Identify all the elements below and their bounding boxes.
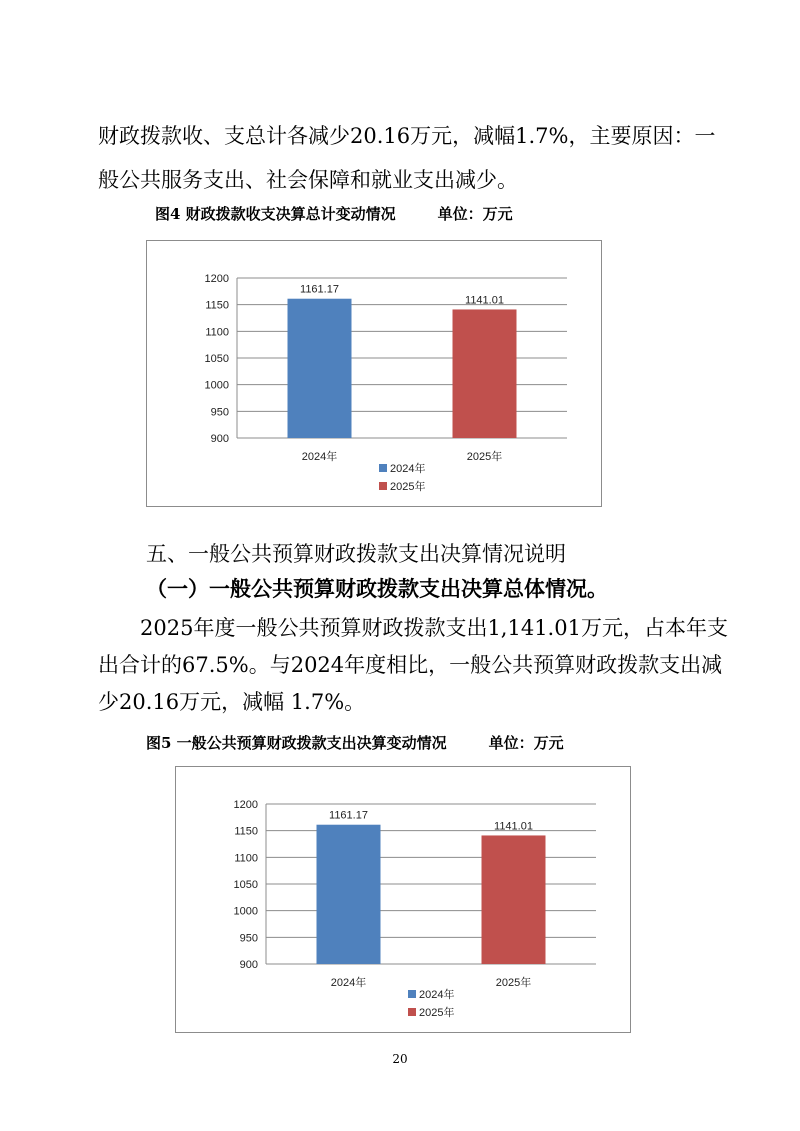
y-tick-label: 1000: [233, 905, 258, 918]
chart-figure5: [175, 766, 631, 1033]
legend-label: 2025年: [390, 481, 426, 493]
bar: [288, 299, 352, 438]
x-tick-label: 2025年: [495, 977, 532, 989]
y-tick-label: 1200: [233, 799, 258, 811]
y-tick-label: 1050: [204, 353, 229, 365]
paragraph-line: 2025年度一般公共预算财政拨款支出1,141.01万元，占本年支: [140, 616, 728, 640]
paragraph-line: 少20.16万元，减幅 1.7%。: [98, 690, 366, 714]
section5-subheading: （一）一般公共预算财政拨款支出决算总体情况。: [146, 576, 608, 601]
x-tick-label: 2025年: [466, 451, 503, 463]
legend-swatch: [408, 990, 416, 998]
data-label: 1161.17: [329, 809, 368, 822]
paragraph-expenditure-summary: [98, 610, 728, 721]
figure5-caption: [146, 732, 564, 753]
figure5-unit: 单位：万元: [488, 734, 564, 752]
chart-figure5-svg: [176, 767, 630, 1032]
data-label: 1141.01: [465, 294, 504, 307]
paragraph-line: 般公共服务支出、社会保障和就业支出减少。: [98, 168, 518, 192]
bar: [317, 825, 381, 964]
y-tick-label: 1200: [204, 273, 229, 285]
legend-label: 2024年: [390, 463, 426, 475]
y-tick-label: 900: [239, 959, 258, 971]
y-tick-label: 1150: [205, 299, 229, 312]
y-tick-label: 1150: [234, 825, 258, 838]
data-label: 1161.17: [300, 283, 339, 296]
figure4-caption: [155, 203, 513, 224]
bar: [453, 309, 517, 438]
legend-swatch: [408, 1008, 416, 1016]
paragraph-funding-summary: [98, 118, 716, 199]
legend-label: 2024年: [419, 989, 455, 1001]
y-tick-label: 900: [210, 433, 229, 445]
legend-swatch: [379, 482, 387, 490]
paragraph-line: 出合计的67.5%。与2024年度相比，一般公共预算财政拨款支出减: [98, 653, 723, 677]
data-label: 1141.01: [494, 820, 533, 833]
figure4-unit: 单位：万元: [437, 205, 513, 223]
page-number: 20: [392, 1052, 408, 1066]
y-tick-label: 950: [239, 932, 258, 945]
y-tick-label: 1050: [233, 879, 258, 891]
bar: [482, 835, 546, 964]
chart-figure4: [146, 240, 602, 507]
section5-heading: 五、一般公共预算财政拨款支出决算情况说明: [146, 542, 566, 566]
figure4-caption-title: 图4 财政拨款收支决算总计变动情况: [155, 205, 396, 223]
legend-label: 2025年: [419, 1007, 455, 1019]
y-tick-label: 1100: [234, 852, 258, 865]
y-tick-label: 1000: [204, 379, 229, 392]
y-tick-label: 950: [210, 406, 229, 419]
x-tick-label: 2024年: [330, 977, 367, 989]
y-tick-label: 1100: [205, 326, 229, 339]
legend-swatch: [379, 464, 387, 472]
chart-figure4-svg: [147, 241, 601, 506]
x-tick-label: 2024年: [301, 451, 338, 463]
paragraph-line: 财政拨款收、支总计各减少20.16万元，减幅1.7%，主要原因：一: [98, 124, 716, 148]
figure5-caption-title: 图5 一般公共预算财政拨款支出决算变动情况: [146, 734, 447, 752]
